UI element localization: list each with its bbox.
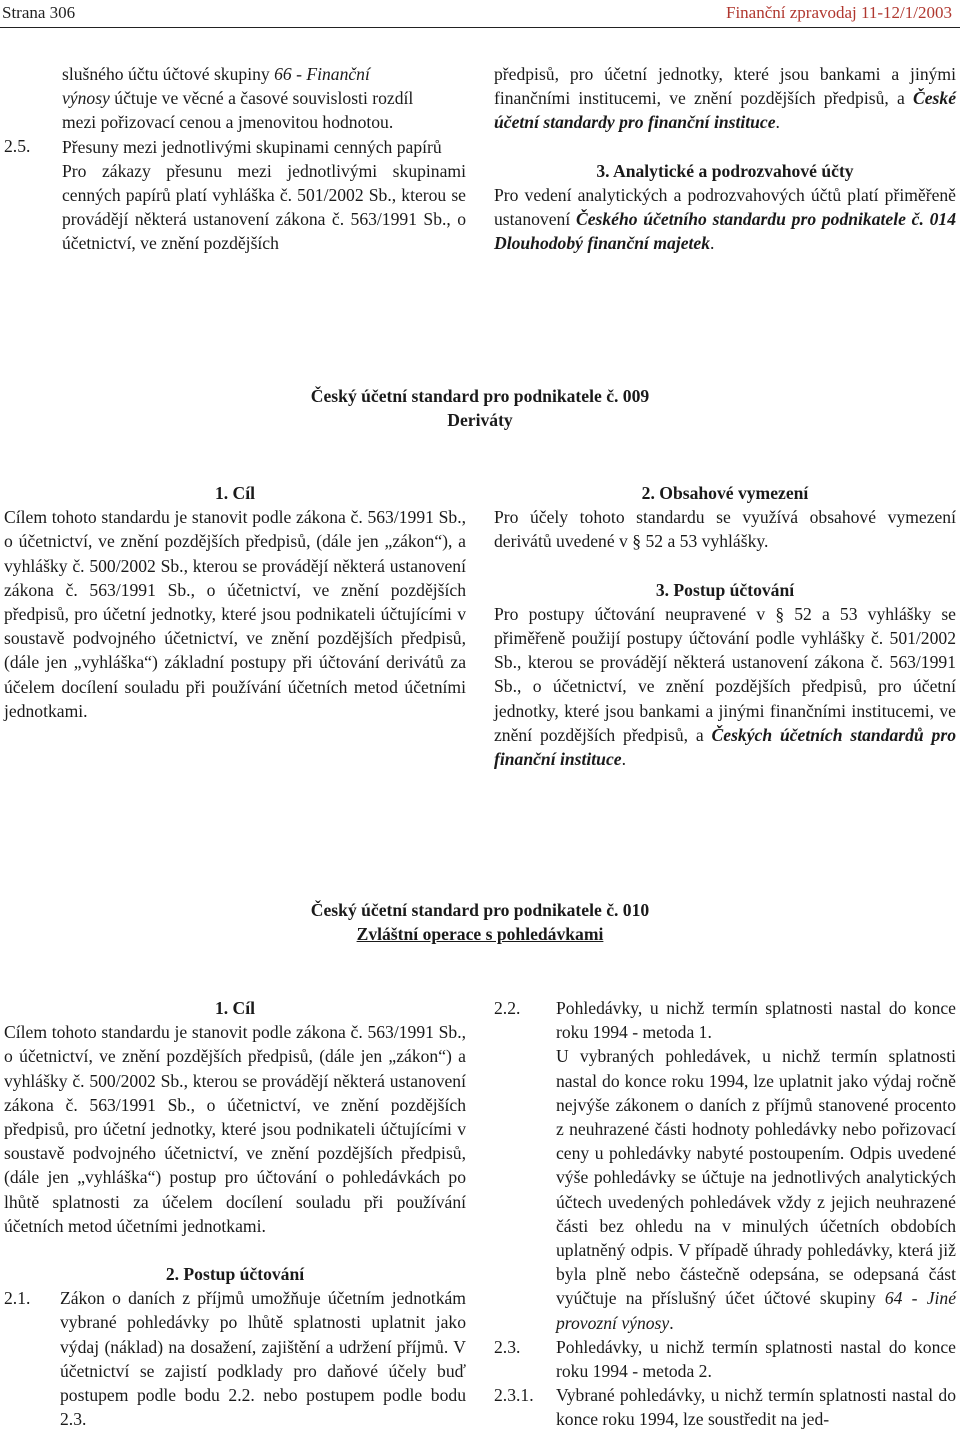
std010-right-column: [494, 996, 956, 1432]
paragraph: slušného účtu účtové skupiny 66 - Finanční výnosy účtuje ve věcné a časové souvislosti rozdíl mezi pořizovací cenou a jmenovitou hodnotou.: [62, 64, 414, 133]
section-heading: 1. Cíl: [214, 998, 256, 1018]
paragraph: Pro vedení analytických a podrozvahových účtů platí přiměřeně ustanovení Českého účetního standardu pro podnikatele č. 014 Dlouhodobý finanční majetek.: [494, 184, 957, 254]
section-heading: 3. Postup účtování: [655, 579, 795, 600]
section-heading: 2. Postup účtování: [165, 1264, 305, 1285]
standard-010-subtitle: Zvláštní operace s pohledávkami: [356, 924, 604, 944]
list-item-2-3: 2.3. Pohledávky, u nichž termín splatnosti nastal do konce roku 1994 - metoda 2.: [494, 1336, 956, 1382]
list-item-2-2: 2.2. Pohledávky, u nichž termín splatnosti nastal do konce roku 1994 - metoda 1. U vybraných pohledávek, u nichž termín splatnosti nastal do konce roku 1994, lze uplatnit jako výdaj ročně nejvýše zákonem o daních z příjmů stanovené procento z neuhrazené části hodnoty pohledávky nebo pořizovací ceny u pohledávky nabyté postoupením. Odpis uvedené výše pohledávky se účtuje na jednotlivých analytických účtech uvedených pohledávek vždy z jejich neuhrazené části bez ohledu na v minulých účetních obdobích uplatněný odpis. V případě úhrady pohledávky, která již byla plně nebo částečně odepsána, se odepsaná část vyúčtuje na příslušný účet účtové skupiny 64 - Jiné provozní výnosy.: [494, 998, 957, 1333]
standard-009-title: Český účetní standard pro podnikatele č. 009: [310, 386, 650, 406]
top-right-column: [494, 62, 956, 255]
list-item-2-1: 2.1. Zákon o daních z příjmů umožňuje účetním jednotkám vybrané pohledávky po lhůtě splatnosti uplatnit jako výdaj (náklad) na dosažení, zajištění a udržení příjmů. V účetnictví se zajistí podklady pro daňové účely buď postupem podle bodu 2.2. nebo postupem podle bodu 2.3.: [4, 1288, 466, 1430]
top-left-column: [62, 62, 466, 256]
std009-left-column: [4, 481, 466, 723]
std010-left-column: [4, 996, 466, 1431]
std009-right-column: [494, 481, 956, 771]
section-heading: 3. Analytické a podrozvahové účty: [596, 160, 854, 181]
page-header: [0, 0, 960, 28]
paragraph: předpisů, pro účetní jednotky, které jsou bankami a jinými finančními institucemi, ve znění pozdějších předpisů, a České účetní standardy pro finanční instituce.: [494, 64, 956, 133]
section-heading: 1. Cíl: [214, 483, 256, 503]
standard-010-title: Český účetní standard pro podnikatele č. 010: [310, 900, 650, 920]
section-heading: 2. Obsahové vymezení: [641, 483, 809, 503]
paragraph: Pro účely tohoto standardu se využívá obsahové vymezení derivátů uvedené v § 52 a 53 vyhlášky.: [494, 507, 956, 552]
section-number: 2.5.: [4, 136, 31, 156]
paragraph: Pro postupy účtování neupravené v § 52 a 53 vyhlášky se přiměřeně použijí postupy účtování podle vyhlášky č. 501/2002 Sb., kterou se provádějí některá ustanovení zákona č. 563/1991 Sb., o účetnictví, ve znění pozdějších předpisů, pro účetní jednotky, které jsou bankami a jinými finančními institucemi, ve znění pozdějších předpisů, a Českých účetních standardů pro finanční instituce.: [494, 603, 956, 770]
paragraph: Pro zákazy přesunu mezi jednotlivými skupinami cenných papírů platí vyhláška č. 501/2002 Sb., kterou se provádějí některá ustanovení zákona č. 563/1991 Sb., o účetnictví, ve znění pozdějších: [62, 160, 466, 254]
section-heading-2-5: Přesuny mezi jednotlivými skupinami cenných papírů: [62, 136, 442, 157]
paragraph: Cílem tohoto standardu je stanovit podle zákona č. 563/1991 Sb., o účetnictví, ve znění pozdějších předpisů, (dále jen „zákon“), a vyhlášky č. 500/2002 Sb., kterou se provádějí některá ustanovení zákona č. 563/1991 Sb., o účetnictví, ve znění pozdějších předpisů, pro účetní jednotky, které jsou podnikateli účtujícími v soustavě podvojného účetnictví, ve znění pozdějších předpisů, (dále jen „vyhláška“) základní postupy při účtování derivátů za účelem docílení souladu při používání účetních metod účetními jednotkami.: [4, 507, 466, 721]
paragraph: Cílem tohoto standardu je stanovit podle zákona č. 563/1991 Sb., o účetnictví, ve znění pozdějších předpisů, (dále jen „zákon“) a vyhlášky č. 500/2002 Sb., kterou se provádějí některá ustanovení zákona č. 563/1991 Sb., o účetnictví, ve znění pozdějších předpisů, pro účetní jednotky, které jsou podnikateli účtujícími v soustavě podvojného účetnictví, ve znění pozdějších předpisů, (dále jen „vyhláška“) postup pro účtování o pohledávkách po lhůtě splatnosti za účelem docílení souladu při používání účetních metod účetními jednotkami.: [4, 1022, 466, 1236]
page-number: Strana 306: [2, 3, 76, 22]
standard-009-subtitle: Deriváty: [447, 410, 513, 430]
list-item-2-3-1: 2.3.1. Vybrané pohledávky, u nichž termín splatnosti nastal do konce roku 1994, lze soustředit na jed-: [494, 1385, 956, 1430]
journal-title: Finanční zpravodaj 11-12/1/2003: [726, 3, 952, 22]
